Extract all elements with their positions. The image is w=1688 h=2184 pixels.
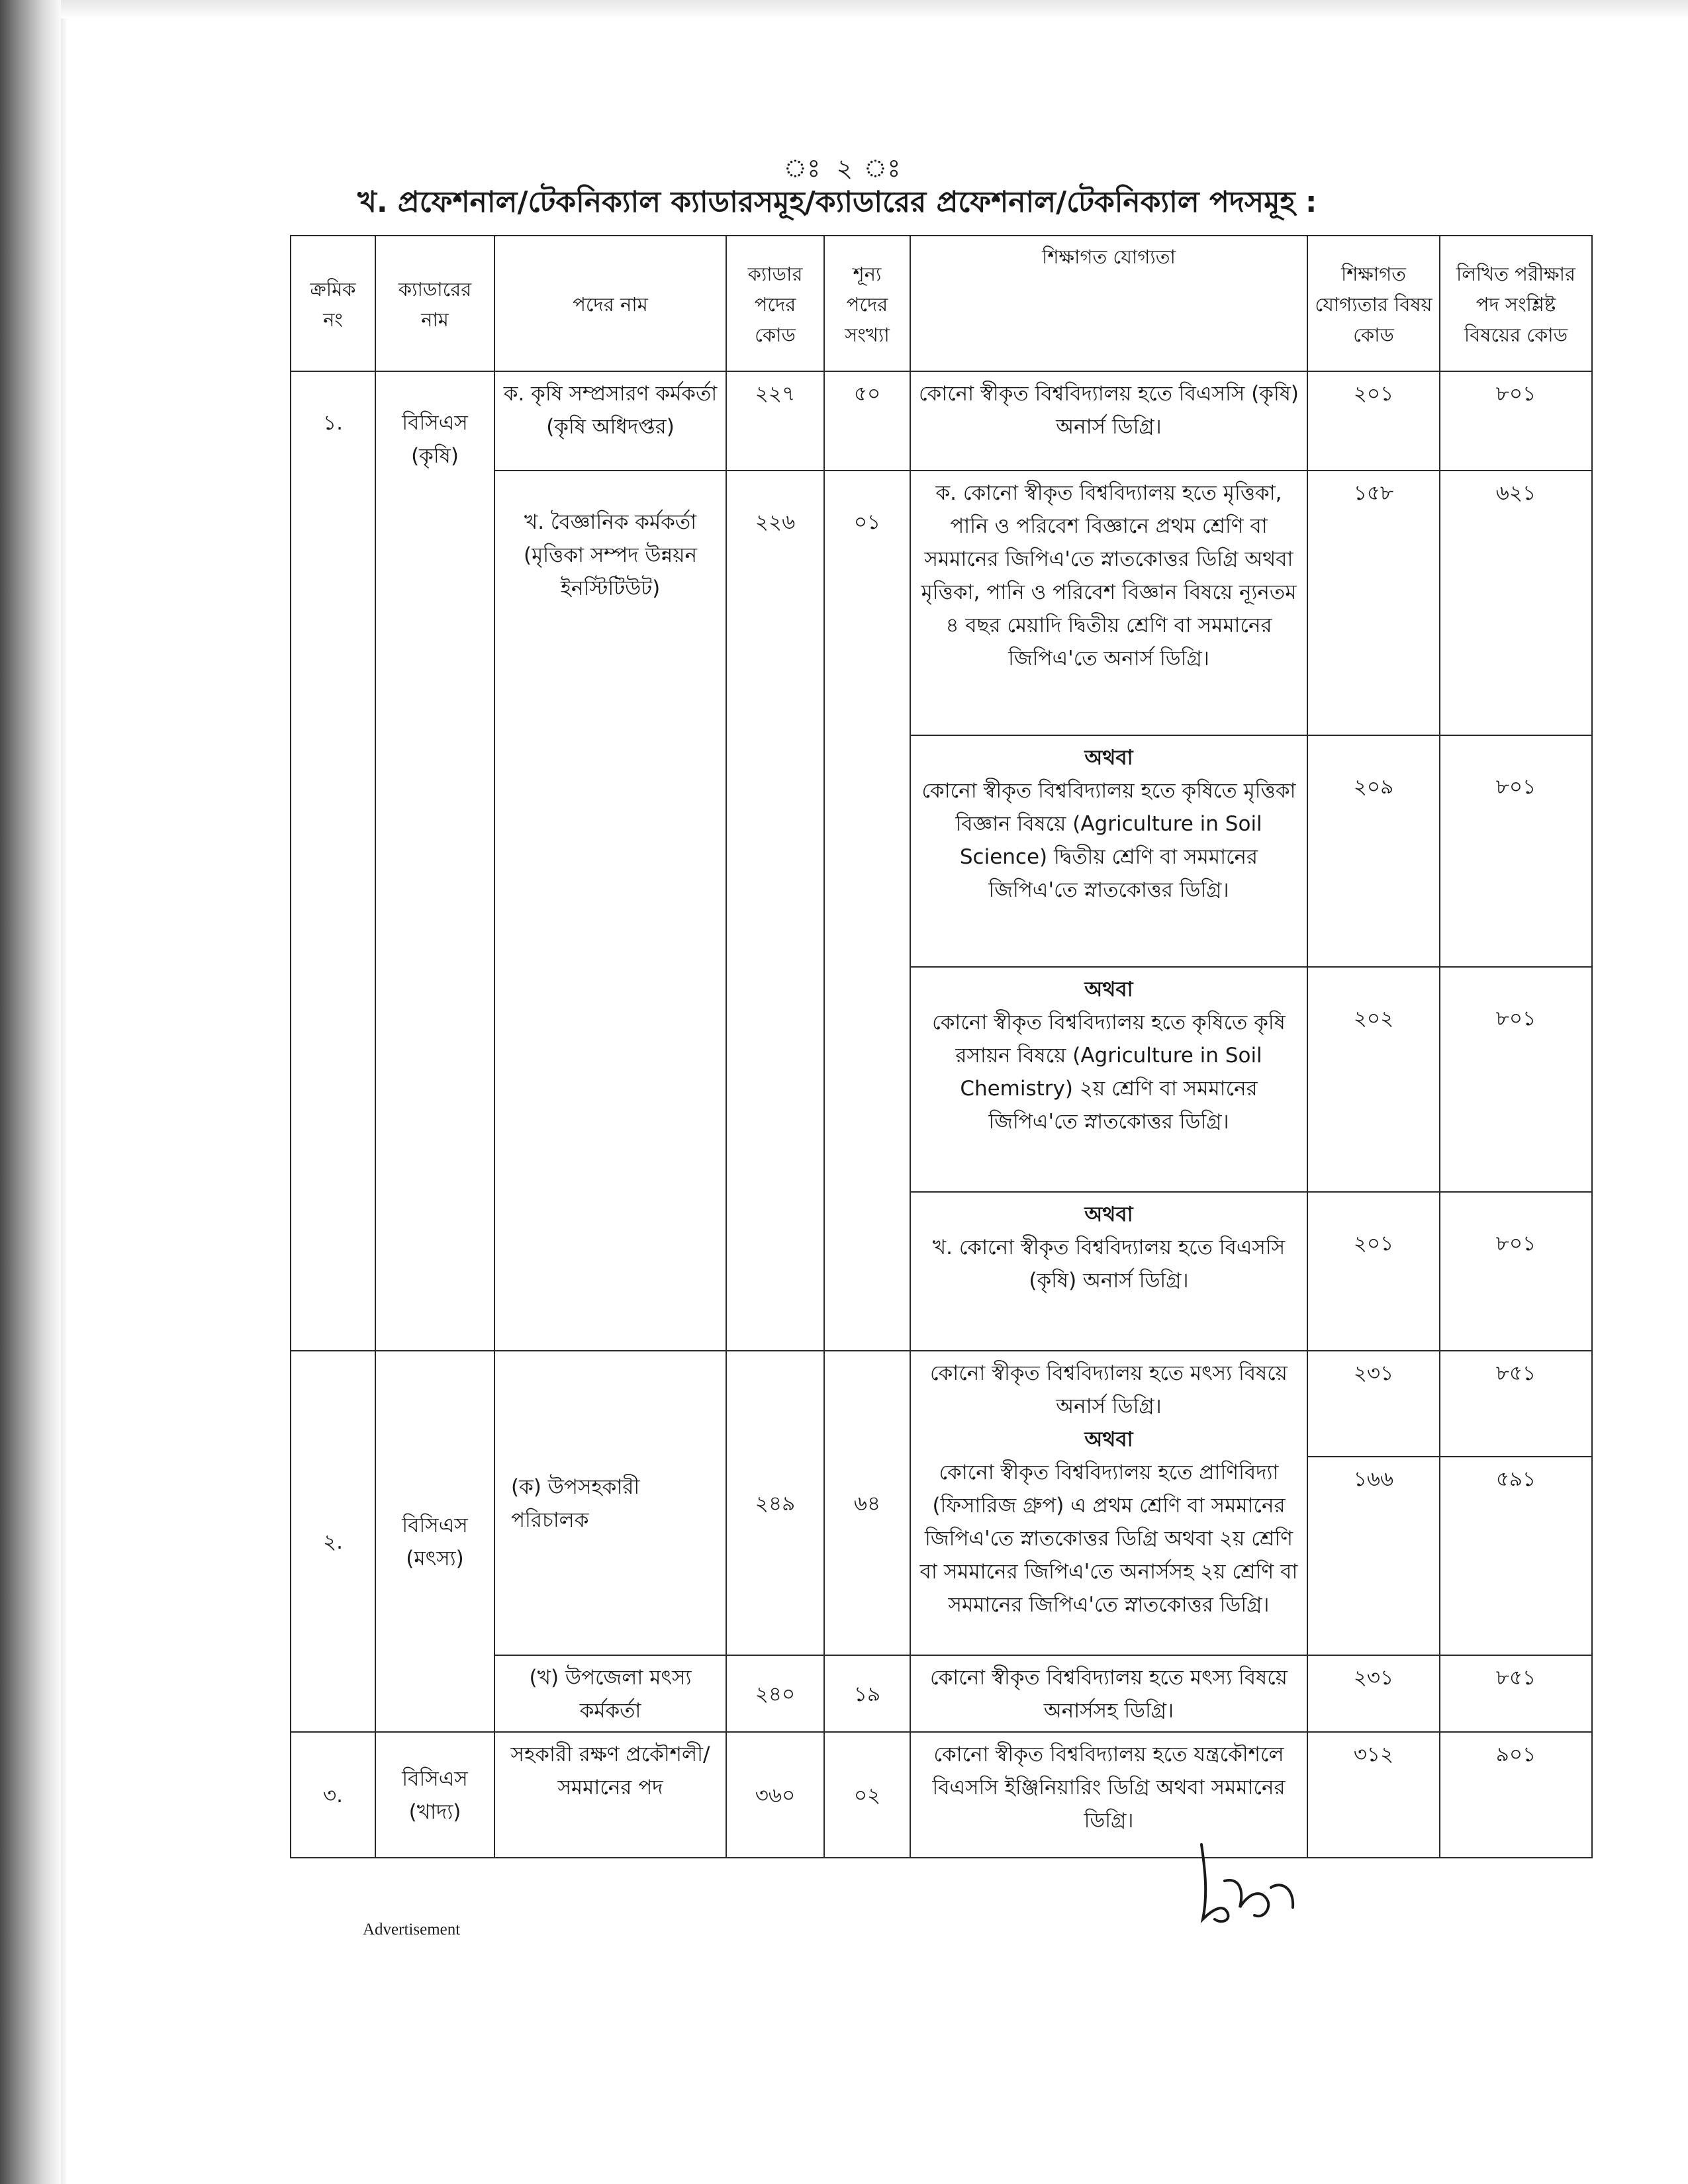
- table-row: [291, 371, 1592, 471]
- or-label: অথবা: [1084, 746, 1133, 770]
- table-header-row: [291, 236, 1592, 371]
- header-vacancy: শূন্য পদের সংখ্যা: [824, 236, 910, 371]
- header-post: পদের নাম: [494, 236, 726, 371]
- exam-code-cell: ৮৫১: [1440, 1351, 1592, 1457]
- code-cell: ২৪৯: [726, 1351, 824, 1655]
- vacancy-cell: ০২: [824, 1732, 910, 1858]
- header-cadre: ক্যাডারের নাম: [375, 236, 494, 371]
- qualification-cell: [910, 1192, 1307, 1351]
- signature-icon: [1188, 1841, 1301, 1927]
- subject-code-cell: ২০২: [1307, 967, 1440, 1192]
- serial-cell: ১.: [291, 371, 375, 1351]
- vacancy-cell: ৫০: [824, 371, 910, 471]
- section-heading: খ. প্রফেশনাল/টেকনিক্যাল ক্যাডারসমূহ/ক্যাডারের প্রফেশনাল/টেকনিক্যাল পদসমূহ :: [357, 185, 1317, 219]
- scan-edge-shadow: [0, 0, 61, 2184]
- cadre-cell: বিসিএস (মৎস্য): [375, 1351, 494, 1732]
- qualification-text: ক. কোনো স্বীকৃত বিশ্ববিদ্যালয় হতে মৃত্তিকা, পানি ও পরিবেশ বিজ্ঞানে প্রথম শ্রেণি বা সমমানের জিপিএ'তে স্নাতকোত্তর ডিগ্রি অথবা মৃত্তিকা, পানি ও পরিবেশ বিজ্ঞান বিষয়ে ন্যূনতম ৪ বছর মেয়াদি দ্বিতীয় শ্রেণি বা সমমানের জিপিএ'তে অনার্স ডিগ্রি।: [921, 481, 1297, 670]
- cadre-posts-table: [290, 235, 1593, 1858]
- code-cell: ২৪০: [726, 1655, 824, 1732]
- serial-cell: ২.: [291, 1351, 375, 1732]
- post-cell: (ক) উপসহকারী পরিচালক: [494, 1351, 726, 1655]
- qualification-text: কোনো স্বীকৃত বিশ্ববিদ্যালয় হতে প্রাণিবিদ্যা (ফিসারিজ গ্রুপ) এ প্রথম শ্রেণি বা সমমানের জিপিএ'তে স্নাতকোত্তর ডিগ্রি অথবা ২য় শ্রেণি বা সমমানের জিপিএ'তে অনার্সসহ ২য় শ্রেণি বা সমমানের জিপিএ'তে স্নাতকোত্তর ডিগ্রি।: [919, 1461, 1298, 1617]
- exam-code-cell: ৮০১: [1440, 371, 1592, 471]
- post-cell: ক. কৃষি সম্প্রসারণ কর্মকর্তা (কৃষি অধিদপ্তর): [494, 371, 726, 471]
- exam-code-cell: ৮৫১: [1440, 1655, 1592, 1732]
- subject-code-cell: ২০১: [1307, 371, 1440, 471]
- qualification-text: কোনো স্বীকৃত বিশ্ববিদ্যালয় হতে কৃষিতে কৃষি রসায়ন বিষয়ে (Agriculture in Soil Chemistry) ২য় শ্রেণি বা সমমানের জিপিএ'তে স্নাতকোত্তর ডিগ্রি।: [932, 1011, 1286, 1134]
- qualification-cell: কোনো স্বীকৃত বিশ্ববিদ্যালয় হতে যন্ত্রকৌশলে বিএসসি ইঞ্জিনিয়ারিং ডিগ্রি অথবা সমমানের ডিগ্রি।: [910, 1732, 1307, 1858]
- qualification-cell: [910, 735, 1307, 967]
- qualification-cell: [910, 471, 1307, 735]
- or-label: অথবা: [1084, 978, 1133, 1001]
- code-cell: ২২৭: [726, 371, 824, 471]
- exam-code-cell: ৫৯১: [1440, 1457, 1592, 1655]
- header-subject-code: শিক্ষাগত যোগ্যতার বিষয় কোড: [1307, 236, 1440, 371]
- subject-code-cell: ২০৯: [1307, 735, 1440, 967]
- vacancy-cell: ৬৪: [824, 1351, 910, 1655]
- subject-code-cell: ২৩১: [1307, 1351, 1440, 1457]
- qualification-cell: [910, 967, 1307, 1192]
- qualification-text: খ. কোনো স্বীকৃত বিশ্ববিদ্যালয় হতে বিএসসি (কৃষি) অনার্স ডিগ্রি।: [932, 1236, 1286, 1293]
- header-serial: ক্রমিক নং: [291, 236, 375, 371]
- or-label: অথবা: [1084, 1203, 1133, 1226]
- or-label: অথবা: [1084, 1428, 1133, 1451]
- subject-code-cell: ১৫৮: [1307, 471, 1440, 735]
- qualification-cell: [910, 1351, 1307, 1655]
- header-exam-code: লিখিত পরীক্ষার পদ সংশ্লিষ্ট বিষয়ের কোড: [1440, 236, 1592, 371]
- subject-code-cell: ২৩১: [1307, 1655, 1440, 1732]
- cadre-cell: বিসিএস (কৃষি): [375, 371, 494, 1351]
- qualification-cell: কোনো স্বীকৃত বিশ্ববিদ্যালয় হতে বিএসসি (কৃষি) অনার্স ডিগ্রি।: [910, 371, 1307, 471]
- header-code: ক্যাডার পদের কোড: [726, 236, 824, 371]
- scan-edge-highlight: [61, 0, 68, 2184]
- exam-code-cell: ৮০১: [1440, 1192, 1592, 1351]
- code-cell: ৩৬০: [726, 1732, 824, 1858]
- code-cell: ২২৬: [726, 471, 824, 1351]
- exam-code-cell: ৬২১: [1440, 471, 1592, 735]
- page-number: ঃ ২ ঃ: [783, 154, 905, 183]
- table-row: [291, 1732, 1592, 1858]
- vacancy-cell: ১৯: [824, 1655, 910, 1732]
- subject-code-cell: ৩১২: [1307, 1732, 1440, 1858]
- qualification-text: কোনো স্বীকৃত বিশ্ববিদ্যালয় হতে মৎস্য বিষয়ে অনার্স ডিগ্রি।: [930, 1361, 1288, 1418]
- exam-code-cell: ৮০১: [1440, 967, 1592, 1192]
- exam-code-cell: ৮০১: [1440, 735, 1592, 967]
- subject-code-cell: ২০১: [1307, 1192, 1440, 1351]
- post-cell: (খ) উপজেলা মৎস্য কর্মকর্তা: [494, 1655, 726, 1732]
- post-cell: সহকারী রক্ষণ প্রকৌশলী/সমমানের পদ: [494, 1732, 726, 1858]
- vacancy-cell: ০১: [824, 471, 910, 1351]
- scan-top-shade: [61, 0, 1688, 19]
- post-cell: খ. বৈজ্ঞানিক কর্মকর্তা (মৃত্তিকা সম্পদ উন্নয়ন ইনস্টিটিউট): [494, 471, 726, 1351]
- exam-code-cell: ৯০১: [1440, 1732, 1592, 1858]
- table-row: [291, 1351, 1592, 1457]
- cadre-cell: বিসিএস (খাদ্য): [375, 1732, 494, 1858]
- serial-cell: ৩.: [291, 1732, 375, 1858]
- header-qualification: শিক্ষাগত যোগ্যতা: [910, 236, 1307, 371]
- subject-code-cell: ১৬৬: [1307, 1457, 1440, 1655]
- qualification-text: কোনো স্বীকৃত বিশ্ববিদ্যালয় হতে কৃষিতে মৃত্তিকা বিজ্ঞান বিষয়ে (Agriculture in Soil Science) দ্বিতীয় শ্রেণি বা সমমানের জিপিএ'তে স্নাতকোত্তর ডিগ্রি।: [921, 779, 1296, 902]
- footer-advertisement-label: Advertisement: [363, 1921, 461, 1938]
- qualification-cell: কোনো স্বীকৃত বিশ্ববিদ্যালয় হতে মৎস্য বিষয়ে অনার্সসহ ডিগ্রি।: [910, 1655, 1307, 1732]
